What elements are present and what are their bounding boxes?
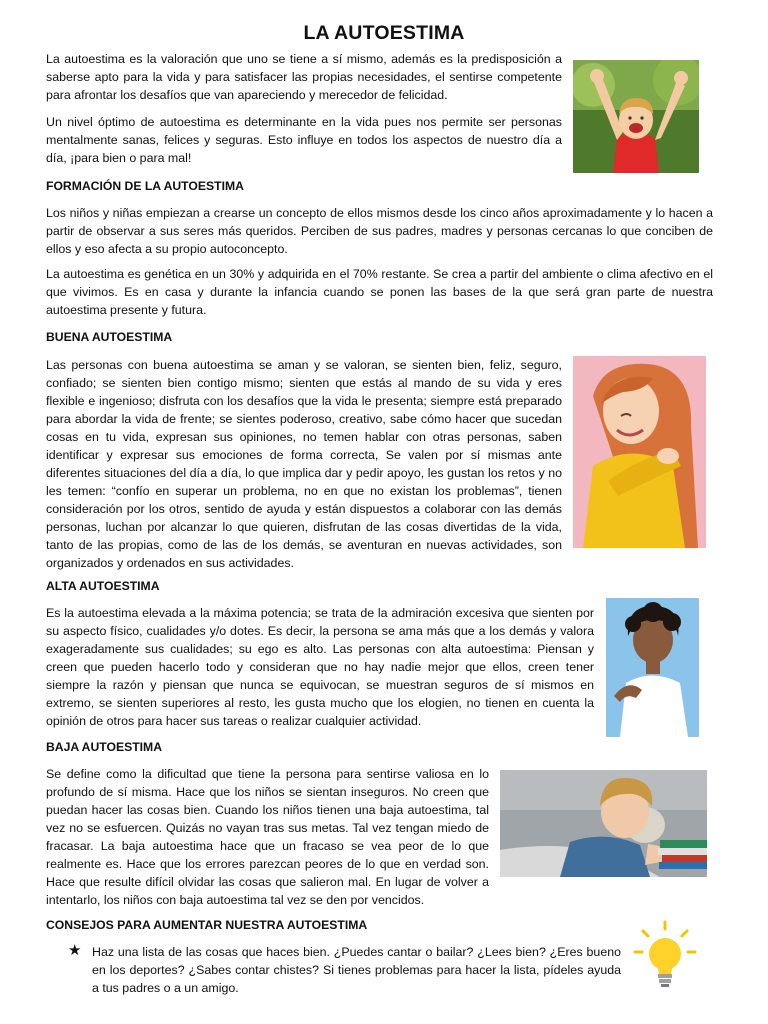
intro-paragraph-2: Un nivel óptimo de autoestima es determinante en la vida pues nos permite ser personas mentalmente sanas, felices y seguras. Esto influye en todos los aspectos de nuestro día a día, ¡para bien o para mal! (46, 115, 562, 165)
happy-boy-photo (573, 60, 699, 173)
girl-hugging-herself-photo (573, 356, 706, 548)
section-heading-formacion: FORMACIÓN DE LA AUTOESTIMA (46, 179, 244, 193)
buena-paragraph: Las personas con buena autoestima se aman y se valoran, se sienten bien, feliz, seguro, confiado; se sienten bien contigo mismo; sienten que estás al mando de su vida y eres flexible e ingenioso; disfruta con los desafíos que la vida le presenta; siempre está preparado para abordar la vida de frente; se sientes poderoso, creativo, sabe cómo hacer que sucedan cosas en tu vida, expresan sus opiniones, no temen hablar con otras personas, saben identificar y expresar sus emociones de forma correcta, Se valen por sí mismas ante diferentes situaciones del día a día, lo que implica dar y pedir apoyo, les gustan los retos y no les temen: “confío en superar un problema, no en que no existan los problemas”, tienen consideración por los otros, sentido de ayuda y están dispuestos a colaborar con las demás personas, luchan por alcanzar lo que quieren, disfrutan de las cosas divertidas de la vida, tanto de las propias, como de las de los demás, se aventuran en nuevas actividades, son organizados y ordenados en sus actividades. (46, 358, 562, 570)
sad-boy-photo (500, 770, 707, 877)
section-heading-alta: ALTA AUTOESTIMA (46, 579, 160, 593)
formacion-paragraph-1: Los niños y niñas empiezan a crearse un concepto de ellos mismos desde los cinco años aproximadamente y lo hacen a partir de observar a sus seres más queridos. Perciben de sus padres, madres y personas cercanas lo que conciben de ellos y eso afecta a su propio autoconcepto. (46, 206, 713, 256)
baja-paragraph: Se define como la dificultad que tiene la persona para sentirse valiosa en lo profundo de sí misma. Hace que los niños se sientan inseguros. No creen que puedan hacer las cosas bien. Cuando los niños tienen una baja autoestima, tal vez no se esfuercen. Quizás no vayan tras sus metas. Tal vez tengan miedo de fracasar. La baja autoestima hace que un fracaso se vea peor de lo que realmente es. Hace que los errores parezcan peores de lo que en verdad son. Hace que resulte difícil olvidar las cosas que salieron mal. En lugar de volver a intentarlo, los niños con baja autoestima tal vez se den por vencidos. (46, 767, 489, 907)
section-heading-buena: BUENA AUTOESTIMA (46, 330, 173, 344)
consejos-item-1: Haz una lista de las cosas que haces bien. ¿Puedes cantar o bailar? ¿Lees bien? ¿Eres bueno en los deportes? ¿Sabes contar chistes? Si tienes problemas para hacer la lista, pídeles ayuda a tus padres o a un amigo. (92, 945, 621, 995)
proud-child-photo (606, 598, 699, 737)
section-heading-consejos: CONSEJOS PARA AUMENTAR NUESTRA AUTOESTIMA (46, 918, 368, 932)
alta-paragraph: Es la autoestima elevada a la máxima potencia; se trata de la admiración excesiva que sienten por su aspecto físico, cualidades y/o dotes. Es decir, la persona se ama más que a los demás y valora exageradamente sus cualidades; su ego es alto. Las personas con alta autoestima: Piensan y creen que pueden hacerlo todo y consideran que no hay nadie mejor que ellos, creen tener siempre la razón y piensan que nunca se equivocan, se muestran seguros de sí mismos en extremo, se sienten superiores al resto, les gusta mucho que los elogien, no tienen en cuenta la opinión de otros para hacer sus tareas o realizar cualquier actividad. (46, 606, 594, 728)
formacion-paragraph-2: La autoestima es genética en un 30% y adquirida en el 70% restante. Se crea a partir del ambiente o clima afectivo en el que vivimos. Es en casa y durante la infancia cuando se ponen las bases de la que será gran parte de nuestra autoestima presente y futura. (46, 267, 713, 317)
star-bullet-icon: ★ (68, 942, 82, 959)
section-heading-baja: BAJA AUTOESTIMA (46, 740, 163, 754)
page-title: LA AUTOESTIMA (303, 22, 465, 44)
lightbulb-icon (631, 918, 699, 990)
intro-paragraph-1: La autoestima es la valoración que uno se tiene a sí mismo, además es la predisposición a saberse apto para la vida y para satisfacer las propias necesidades, el sentirse competente para afrontar los desafíos que van apareciendo y merecedor de felicidad. (46, 52, 562, 102)
